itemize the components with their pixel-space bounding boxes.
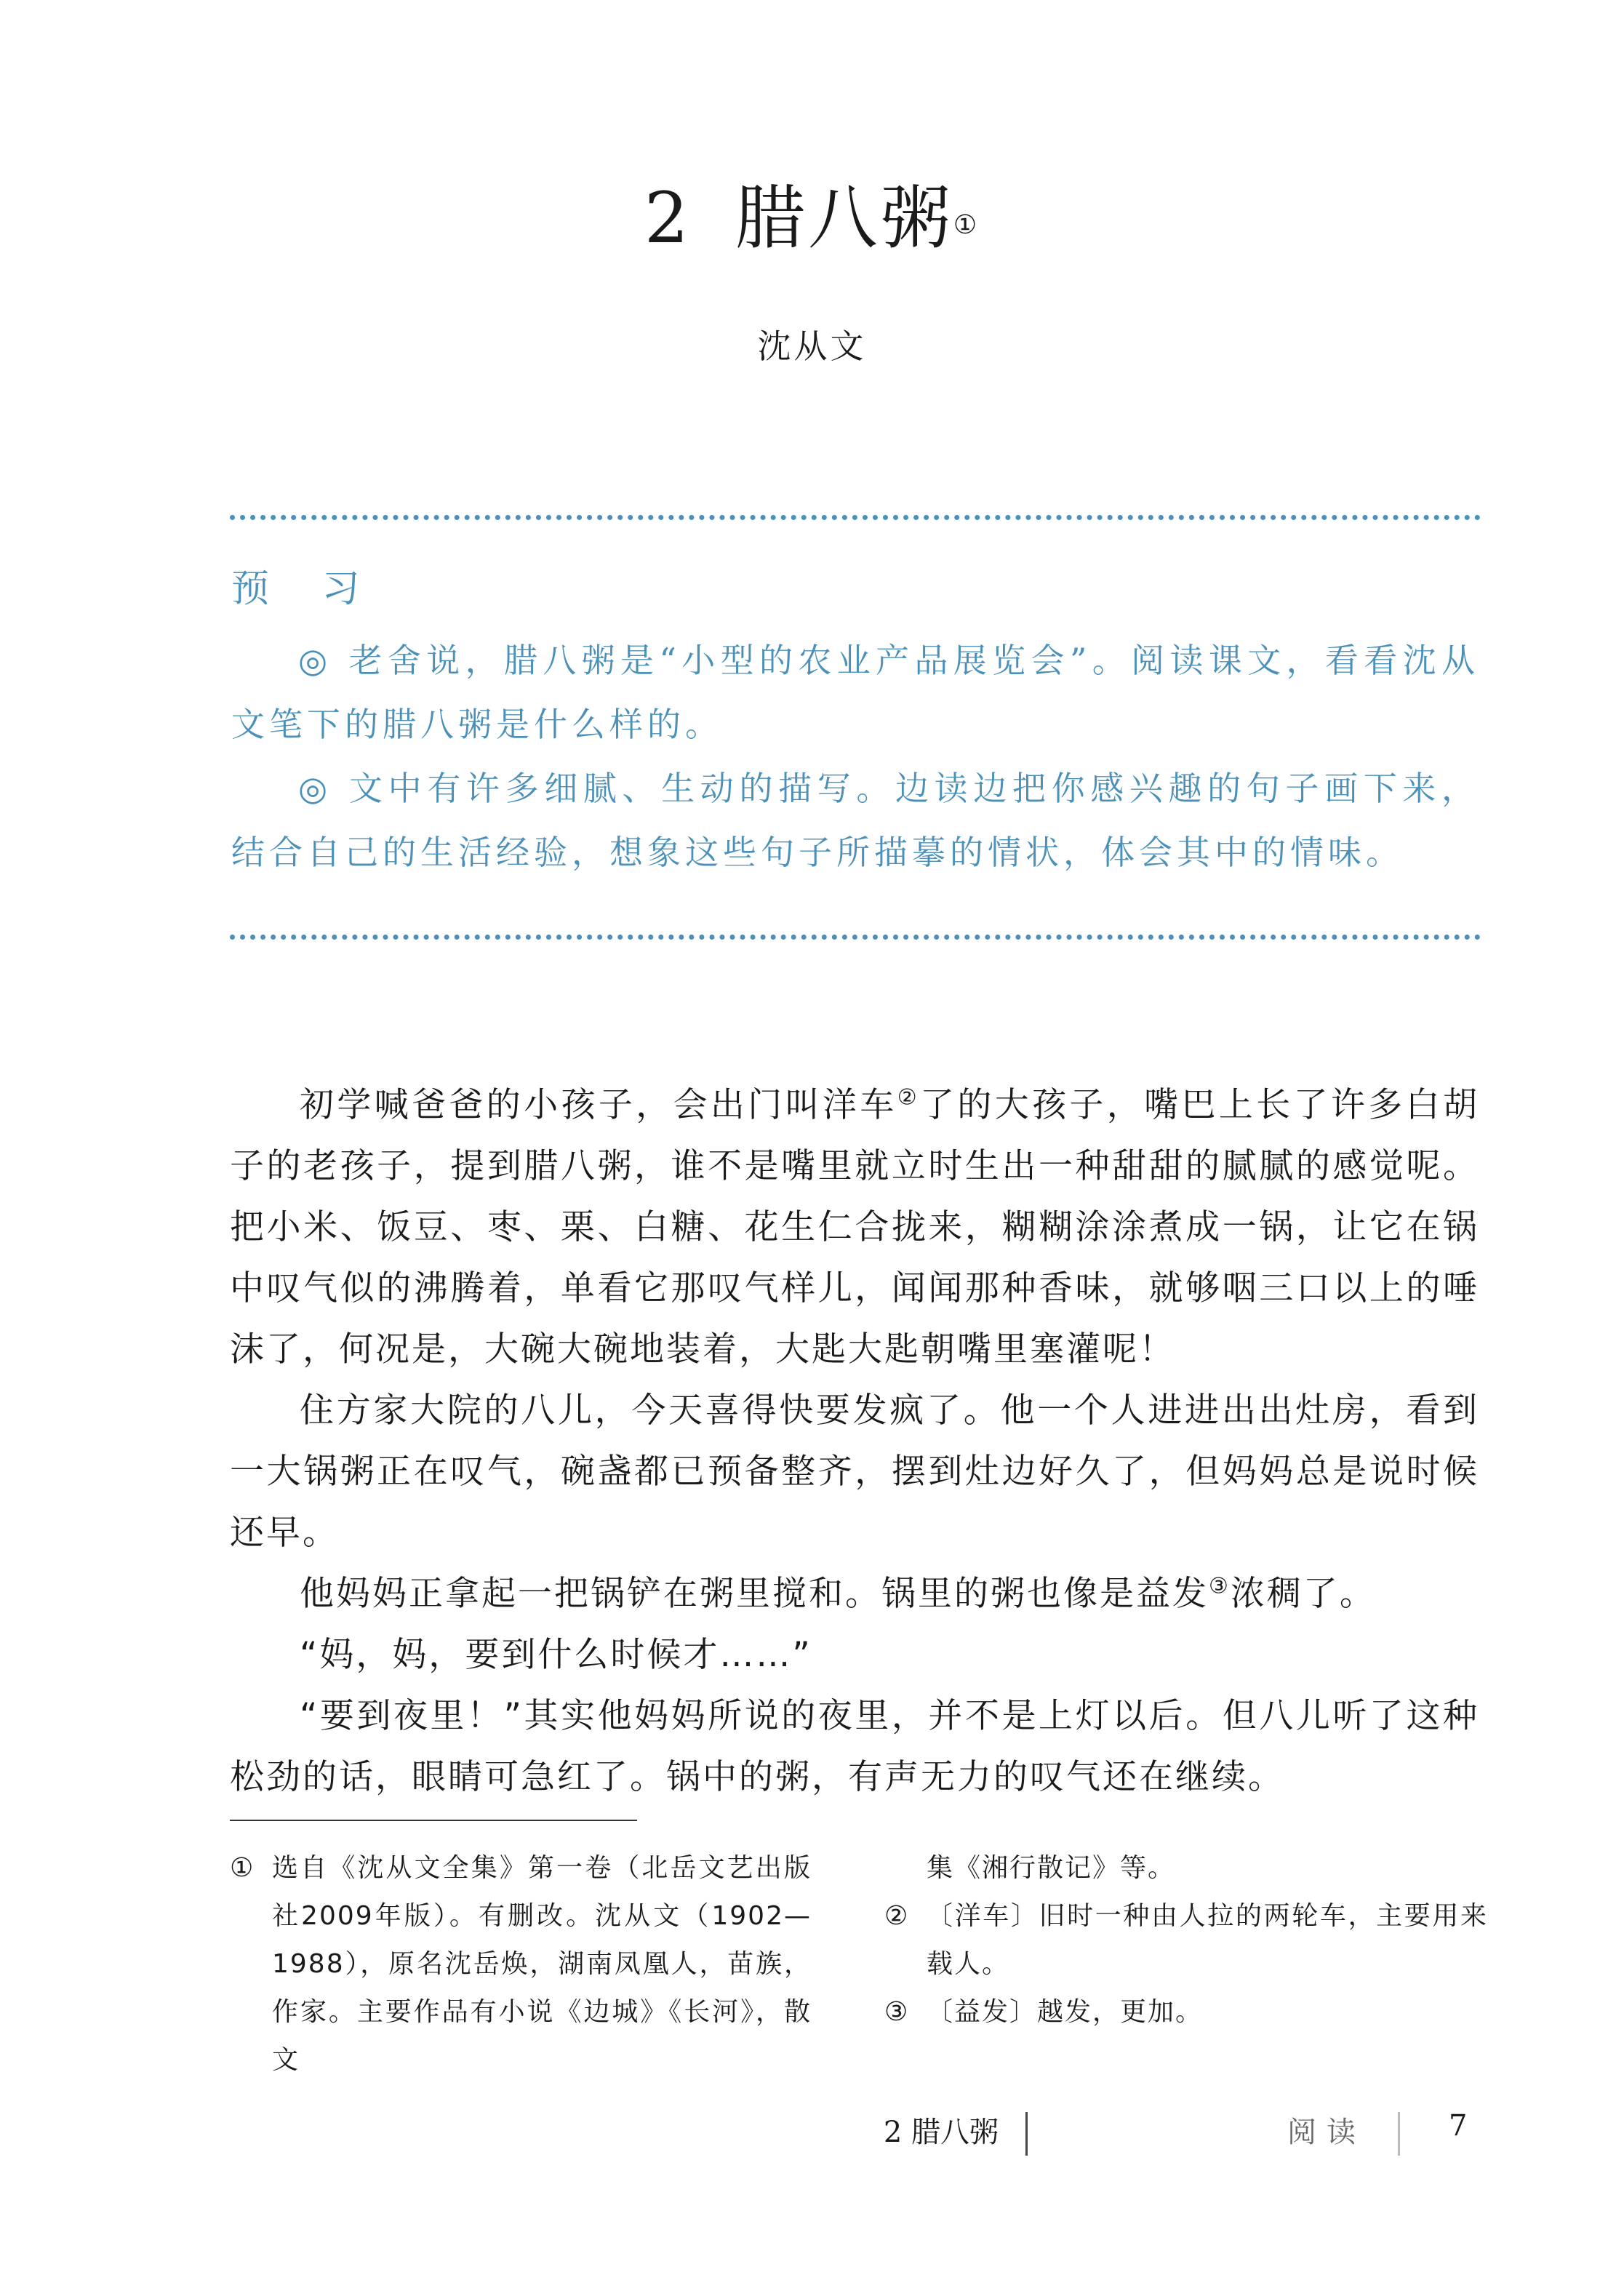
footnote-2 (884, 1892, 1488, 1988)
footnote-2-text: 〔洋车〕旧时一种由人拉的两轮车，主要用来载人。 (927, 1901, 1488, 1979)
footnote-column-right (884, 1844, 1488, 2036)
footnote-ref-3: ③ (1209, 1573, 1231, 1599)
footnote-divider (230, 1820, 637, 1821)
footnote-3 (884, 1988, 1488, 2036)
lesson-title-text: 腊八粥 (735, 177, 953, 259)
preview-box (231, 560, 1479, 884)
lesson-title (0, 175, 1624, 262)
preview-item-2: ◎ 文中有许多细腻、生动的描写。边读边把你感兴趣的句子画下来，结合自己的生活经验，想象这些句子所描摹的情状，体会其中的情味。 (231, 769, 1479, 872)
paragraph-1 (230, 1075, 1479, 1380)
footnote-3-text: 〔益发〕越发，更加。 (927, 1997, 1204, 2027)
footnote-1-mark: ① (230, 1853, 255, 1883)
footnote-1 (230, 1844, 812, 2084)
footer-section-label: 阅读 (1287, 2116, 1366, 2149)
title-footnote-mark: ① (953, 210, 980, 240)
preview-item-1: ◎ 老舍说，腊八粥是“小型的农业产品展览会”。阅读课文，看看沈从文笔下的腊八粥是什么样的。 (231, 641, 1479, 744)
paragraph-2: 住方家大院的八儿，今天喜得快要发疯了。他一个人进进出出灶房，看到一大锅粥正在叹气，碗盏都已预备整齐，摆到灶边好久了，但妈妈总是说时候还早。 (230, 1391, 1479, 1553)
footer-lesson-title: 2 腊八粥 (883, 2116, 999, 2149)
page-footer (0, 2109, 1624, 2160)
author: 沈从文 (757, 327, 867, 366)
footer-separator (1398, 2112, 1400, 2156)
paragraph-5: “要到夜里！”其实他妈妈所说的夜里，并不是上灯以后。但八儿听了这种松劲的话，眼睛可急红了。锅中的粥，有声无力的叹气还在继续。 (230, 1696, 1479, 1797)
footer-separator (1025, 2112, 1028, 2156)
paragraph-3-part-b: 浓稠了。 (1230, 1574, 1376, 1614)
footnote-1-continued: 集《湘行散记》等。 (927, 1853, 1176, 1883)
paragraph-1-part-a: 初学喊爸爸的小孩子，会出门叫洋车 (300, 1085, 897, 1125)
main-text (230, 1075, 1479, 1808)
footnote-3-mark: ③ (884, 1997, 910, 2027)
footnote-ref-2: ② (897, 1084, 920, 1111)
paragraph-3-part-a: 他妈妈正拿起一把锅铲在粥里搅和。锅里的粥也像是益发 (300, 1574, 1209, 1614)
footnote-2-mark: ② (884, 1901, 910, 1931)
preview-heading: 预 习 (231, 567, 380, 611)
paragraph-4: “妈，妈，要到什么时候才……” (300, 1635, 812, 1675)
paragraph-1-part-b: 了的大孩子，嘴巴上长了许多白胡子的老孩子，提到腊八粥，谁不是嘴里就立时生出一种甜甜的腻腻的感觉呢。把小米、饭豆、枣、栗、白糖、花生仁合拢来，糊糊涂涂煮成一锅，让它在锅中叹气似的沸腾着，单看它那叹气样儿，闻闻那种香味，就够咽三口以上的唾沫了，何况是，大碗大碗地装着，大匙大匙朝嘴里塞灌呢！ (230, 1085, 1480, 1369)
preview-bottom-divider (230, 935, 1481, 940)
footnote-1-text: 选自《沈从文全集》第一卷（北岳文艺出版社2009年版）。有删改。沈从文（1902—1988），原名沈岳焕，湖南凤凰人，苗族，作家。主要作品有小说《边城》《长河》，散文 (272, 1853, 812, 2075)
page-number: 7 (1449, 2109, 1468, 2143)
lesson-number: 2 (644, 177, 692, 259)
preview-top-divider (230, 515, 1481, 520)
footnote-column-left (230, 1844, 812, 2084)
paragraph-3 (230, 1564, 1479, 1625)
